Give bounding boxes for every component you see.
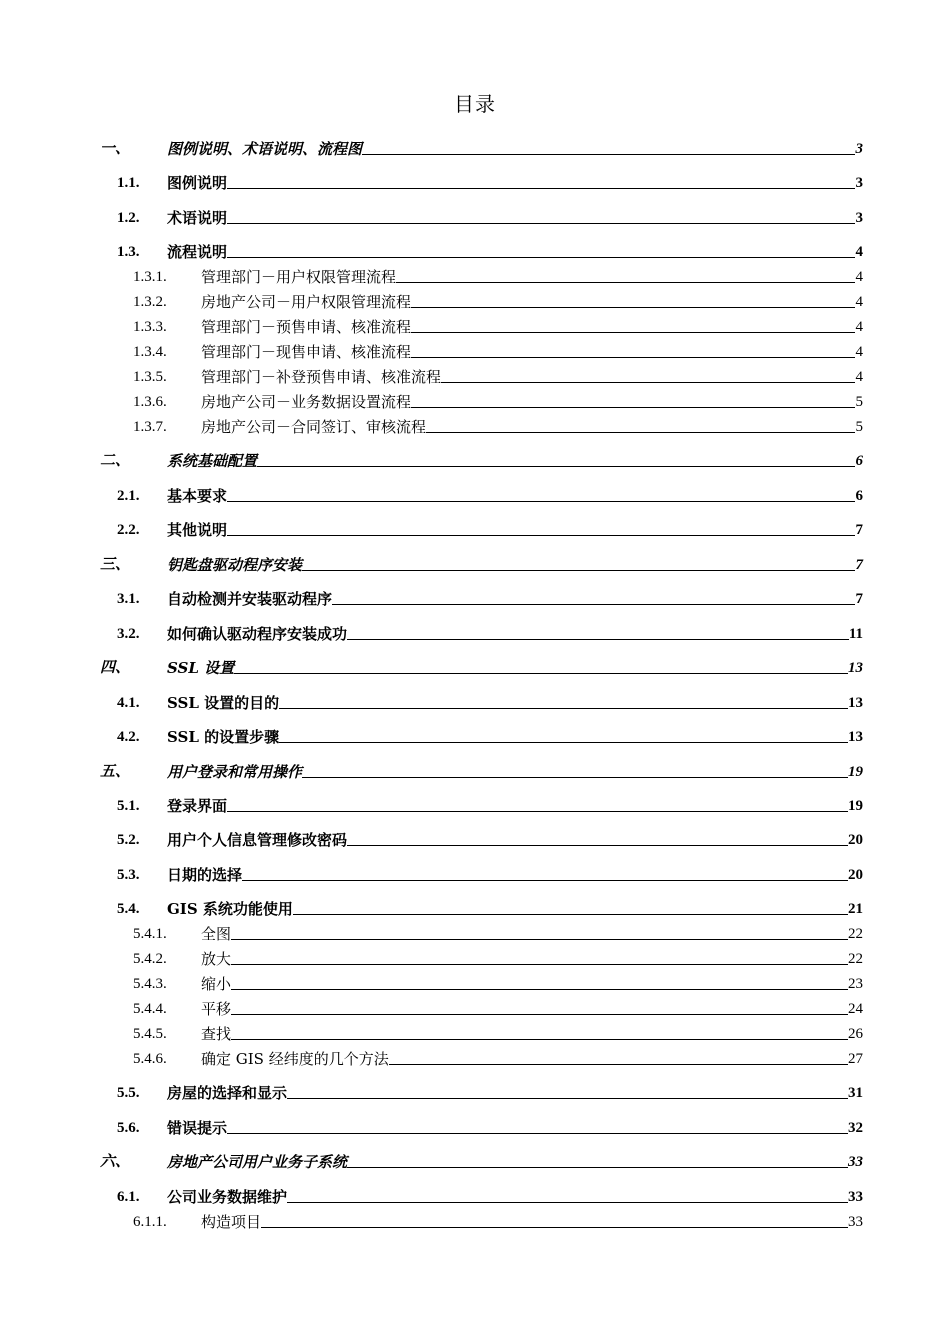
toc-leader-line xyxy=(347,845,848,846)
toc-entry-number: 2.2. xyxy=(117,522,140,538)
toc-entry-title: 钥匙盘驱动程序安装 xyxy=(167,556,303,574)
toc-entry[interactable] xyxy=(0,1211,950,1231)
toc-entry[interactable] xyxy=(0,1082,950,1102)
toc-entry-number: 五、 xyxy=(100,764,131,780)
toc-entry-number: 1.2. xyxy=(117,210,140,226)
toc-entry-title: 平移 xyxy=(201,1000,232,1018)
toc-entry[interactable] xyxy=(0,172,950,192)
toc-entry-title: 房屋的选择和显示 xyxy=(167,1084,288,1102)
toc-entry-number: 5.6. xyxy=(117,1120,140,1136)
toc-entry-number: 1.1. xyxy=(117,175,140,191)
toc-entry-number: 5.2. xyxy=(117,832,140,848)
toc-entry-title: 缩小 xyxy=(201,975,232,993)
toc-entry-page-number: 24 xyxy=(848,1001,863,1017)
toc-entry[interactable] xyxy=(0,1151,950,1171)
toc-entry-number: 5.1. xyxy=(117,798,140,814)
toc-entry-page-number: 31 xyxy=(848,1085,863,1101)
toc-entry-title: 图例说明 xyxy=(167,174,228,192)
toc-entry-number: 一、 xyxy=(100,141,131,157)
toc-entry[interactable] xyxy=(0,795,950,815)
toc-entry-page-number: 20 xyxy=(848,832,863,848)
toc-leader-line xyxy=(347,1167,848,1168)
toc-entry[interactable] xyxy=(0,138,950,158)
toc-entry-page-number: 5 xyxy=(855,394,863,410)
toc-entry[interactable] xyxy=(0,923,950,943)
toc-entry-title: 错误提示 xyxy=(167,1119,228,1137)
toc-entry[interactable] xyxy=(0,241,950,261)
toc-entry-page-number: 26 xyxy=(848,1026,863,1042)
toc-entry[interactable] xyxy=(0,485,950,505)
toc-entry-title: GIS 系统功能使用 xyxy=(167,900,293,918)
toc-entry-title: 查找 xyxy=(201,1025,232,1043)
toc-entry[interactable] xyxy=(0,692,950,712)
toc-entry-title: 其他说明 xyxy=(167,521,228,539)
toc-entry-number: 4.1. xyxy=(117,695,140,711)
toc-entry-number: 3.2. xyxy=(117,626,140,642)
toc-entry-number: 5.4.5. xyxy=(133,1026,167,1042)
toc-entry-title: SSL 设置 xyxy=(167,659,235,677)
toc-entry-page-number: 22 xyxy=(848,926,863,942)
toc-leader-line xyxy=(231,1039,848,1040)
toc-entry-number: 5.4. xyxy=(117,901,140,917)
toc-entry[interactable] xyxy=(0,366,950,386)
toc-entry-page-number: 6 xyxy=(855,488,863,504)
toc-leader-line xyxy=(231,1014,848,1015)
toc-entry-title: 系统基础配置 xyxy=(167,452,258,470)
toc-entry[interactable] xyxy=(0,1048,950,1068)
toc-leader-line xyxy=(279,708,848,709)
toc-entry-title: 自动检测并安装驱动程序 xyxy=(167,590,333,608)
toc-entry-number: 4.2. xyxy=(117,729,140,745)
toc-entry[interactable] xyxy=(0,519,950,539)
toc-entry[interactable] xyxy=(0,316,950,336)
toc-entry-number: 四、 xyxy=(100,660,131,676)
toc-entry-page-number: 19 xyxy=(848,798,863,814)
toc-entry-page-number: 33 xyxy=(848,1189,863,1205)
toc-entry-number: 1.3.6. xyxy=(133,394,167,410)
toc-leader-line xyxy=(302,777,848,778)
toc-entry-page-number: 23 xyxy=(848,976,863,992)
toc-entry-number: 2.1. xyxy=(117,488,140,504)
toc-entry-title: 房地产公司用户业务子系统 xyxy=(167,1153,348,1171)
toc-leader-line xyxy=(231,939,848,940)
toc-entry-number: 1.3.2. xyxy=(133,294,167,310)
toc-entry[interactable] xyxy=(0,998,950,1018)
toc-entry-title: 房地产公司－业务数据设置流程 xyxy=(201,393,412,411)
toc-entry-page-number: 4 xyxy=(855,319,863,335)
toc-entry-number: 1.3. xyxy=(117,244,140,260)
toc-entry-title: 管理部门－补登预售申请、核准流程 xyxy=(201,368,442,386)
toc-entry-title: 房地产公司－合同签订、审核流程 xyxy=(201,418,427,436)
toc-entry-page-number: 33 xyxy=(848,1154,863,1170)
toc-entry-title: 确定 GIS 经纬度的几个方法 xyxy=(201,1050,389,1068)
toc-leader-line xyxy=(441,382,855,383)
toc-entry[interactable] xyxy=(0,623,950,643)
toc-leader-line xyxy=(227,257,855,258)
toc-entry[interactable] xyxy=(0,829,950,849)
toc-entry-number: 6.1.1. xyxy=(133,1214,167,1230)
toc-entry[interactable] xyxy=(0,207,950,227)
toc-entry-number: 3.1. xyxy=(117,591,140,607)
toc-entry-page-number: 7 xyxy=(855,522,863,538)
toc-entry-title: SSL 的设置步骤 xyxy=(167,728,280,746)
toc-entry-number: 6.1. xyxy=(117,1189,140,1205)
toc-leader-line xyxy=(332,604,855,605)
toc-entry[interactable] xyxy=(0,1117,950,1137)
toc-entry[interactable] xyxy=(0,1023,950,1043)
toc-entry-title: 用户个人信息管理修改密码 xyxy=(167,831,348,849)
toc-entry-number: 1.3.5. xyxy=(133,369,167,385)
toc-entry-number: 二、 xyxy=(100,453,131,469)
toc-entry-number: 5.4.6. xyxy=(133,1051,167,1067)
toc-entry[interactable] xyxy=(0,391,950,411)
toc-entry[interactable] xyxy=(0,416,950,436)
toc-entry-number: 三、 xyxy=(100,557,131,573)
toc-entry-number: 5.4.2. xyxy=(133,951,167,967)
toc-entry-page-number: 13 xyxy=(848,695,863,711)
toc-entry[interactable] xyxy=(0,864,950,884)
toc-entry-page-number: 4 xyxy=(855,269,863,285)
toc-entry[interactable] xyxy=(0,761,950,781)
toc-leader-line xyxy=(231,989,848,990)
toc-entry-page-number: 3 xyxy=(855,175,863,191)
toc-entry-page-number: 7 xyxy=(855,591,863,607)
toc-entry-number: 5.4.1. xyxy=(133,926,167,942)
toc-entry-page-number: 3 xyxy=(855,210,863,226)
toc-leader-line xyxy=(231,964,848,965)
toc-leader-line xyxy=(227,223,855,224)
toc-entry-page-number: 33 xyxy=(848,1214,863,1230)
toc-entry-number: 六、 xyxy=(100,1154,131,1170)
toc-leader-line xyxy=(411,357,855,358)
toc-entry-title: 房地产公司－用户权限管理流程 xyxy=(201,293,412,311)
toc-leader-line xyxy=(227,811,848,812)
toc-entry[interactable] xyxy=(0,898,950,918)
page-title: 目录 xyxy=(454,92,496,116)
toc-leader-line xyxy=(411,407,855,408)
toc-entry-number: 5.4.3. xyxy=(133,976,167,992)
toc-entry-page-number: 4 xyxy=(855,244,863,260)
toc-entry-number: 5.3. xyxy=(117,867,140,883)
toc-entry-number: 5.5. xyxy=(117,1085,140,1101)
toc-entry-page-number: 19 xyxy=(848,764,863,780)
toc-leader-line xyxy=(389,1064,848,1065)
toc-entry-page-number: 4 xyxy=(855,294,863,310)
toc-entry-title: 用户登录和常用操作 xyxy=(167,763,303,781)
toc-entry[interactable] xyxy=(0,266,950,286)
toc-entry-number: 1.3.4. xyxy=(133,344,167,360)
toc-entry-page-number: 13 xyxy=(848,660,863,676)
toc-entry-page-number: 21 xyxy=(848,901,863,917)
toc-entry-number: 5.4.4. xyxy=(133,1001,167,1017)
toc-leader-line xyxy=(362,154,855,155)
toc-leader-line xyxy=(347,639,849,640)
toc-leader-line xyxy=(227,501,855,502)
toc-entry-number: 1.3.1. xyxy=(133,269,167,285)
toc-entry-page-number: 20 xyxy=(848,867,863,883)
toc-entry-number: 1.3.7. xyxy=(133,419,167,435)
toc-entry-page-number: 22 xyxy=(848,951,863,967)
toc-entry-number: 1.3.3. xyxy=(133,319,167,335)
toc-entry-page-number: 32 xyxy=(848,1120,863,1136)
toc-entry-page-number: 6 xyxy=(855,453,863,469)
toc-entry[interactable] xyxy=(0,657,950,677)
toc-leader-line xyxy=(411,332,855,333)
toc-entry-title: 登录界面 xyxy=(167,797,228,815)
toc-entry[interactable] xyxy=(0,973,950,993)
toc-entry-page-number: 4 xyxy=(855,344,863,360)
toc-leader-line xyxy=(234,673,848,674)
toc-leader-line xyxy=(227,535,855,536)
toc-entry[interactable] xyxy=(0,726,950,746)
toc-entry[interactable] xyxy=(0,554,950,574)
toc-leader-line xyxy=(227,1133,848,1134)
toc-entry[interactable] xyxy=(0,450,950,470)
toc-entry-title: 管理部门－用户权限管理流程 xyxy=(201,268,397,286)
toc-entry-title: 如何确认驱动程序安装成功 xyxy=(167,625,348,643)
toc-entry[interactable] xyxy=(0,588,950,608)
toc-leader-line xyxy=(287,1202,848,1203)
toc-entry-title: 公司业务数据维护 xyxy=(167,1188,288,1206)
toc-leader-line xyxy=(287,1098,848,1099)
toc-entry-title: 全图 xyxy=(201,925,232,943)
toc-entry-title: 术语说明 xyxy=(167,209,228,227)
toc-entry-title: 管理部门－预售申请、核准流程 xyxy=(201,318,412,336)
toc-entry-title: 构造项目 xyxy=(201,1213,262,1231)
toc-entry-page-number: 5 xyxy=(855,419,863,435)
toc-entry-title: 放大 xyxy=(201,950,232,968)
toc-leader-line xyxy=(293,914,848,915)
toc-entry[interactable] xyxy=(0,948,950,968)
toc-leader-line xyxy=(242,880,848,881)
toc-entry-page-number: 11 xyxy=(848,626,863,642)
toc-entry-page-number: 3 xyxy=(855,141,863,157)
toc-entry[interactable] xyxy=(0,1186,950,1206)
toc-entry-title: 图例说明、术语说明、流程图 xyxy=(167,140,363,158)
toc-entry-title: 日期的选择 xyxy=(167,866,243,884)
toc-leader-line xyxy=(279,742,848,743)
toc-leader-line xyxy=(426,432,855,433)
toc-leader-line xyxy=(411,307,855,308)
toc-entry-page-number: 4 xyxy=(855,369,863,385)
toc-entry-page-number: 7 xyxy=(855,557,863,573)
toc-entry-page-number: 13 xyxy=(848,729,863,745)
toc-entry-title: 基本要求 xyxy=(167,487,228,505)
toc-leader-line xyxy=(396,282,855,283)
toc-entry-title: SSL 设置的目的 xyxy=(167,694,280,712)
toc-entry-title: 流程说明 xyxy=(167,243,228,261)
toc-leader-line xyxy=(302,570,855,571)
toc-entry[interactable] xyxy=(0,341,950,361)
toc-leader-line xyxy=(261,1227,848,1228)
toc-leader-line xyxy=(257,466,855,467)
toc-leader-line xyxy=(227,188,855,189)
toc-entry[interactable] xyxy=(0,291,950,311)
toc-entry-page-number: 27 xyxy=(848,1051,863,1067)
toc-entry-title: 管理部门－现售申请、核准流程 xyxy=(201,343,412,361)
